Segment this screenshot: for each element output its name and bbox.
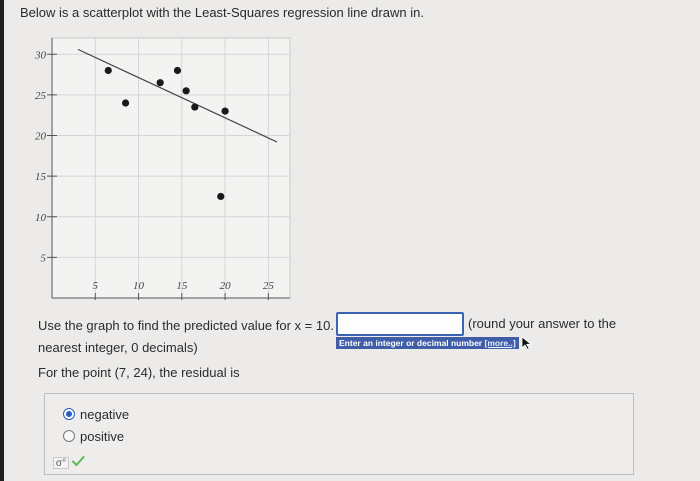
- question2-text: For the point (7, 24), the residual is: [38, 365, 240, 380]
- predicted-value-input[interactable]: [336, 312, 464, 336]
- data-point: [191, 103, 198, 110]
- x-tick-label: 5: [92, 280, 99, 292]
- data-point: [105, 67, 112, 74]
- question1-text: Use the graph to find the predicted value for x = 10.: [38, 318, 334, 333]
- x-tick-label: 10: [133, 280, 145, 292]
- data-point: [217, 193, 224, 200]
- y-tick-label: 10: [35, 211, 46, 224]
- option-positive-label: positive: [80, 428, 125, 444]
- hint-more-link[interactable]: [more..]: [484, 338, 516, 348]
- x-tick-label: 25: [262, 280, 274, 292]
- data-point: [157, 79, 164, 86]
- y-tick-label: 15: [35, 171, 46, 184]
- question1-text-cont: nearest integer, 0 decimals): [38, 340, 198, 355]
- hint-text: Enter an integer or decimal number: [339, 338, 483, 348]
- option-negative-label: negative: [80, 406, 130, 422]
- x-tick-label: 15: [176, 280, 188, 292]
- intro-text: Below is a scatterplot with the Least-Squares regression line drawn in.: [20, 5, 424, 20]
- window-edge: [0, 0, 4, 481]
- y-tick-label: 25: [35, 89, 46, 102]
- round-note: (round your answer to the: [468, 316, 617, 331]
- data-point: [221, 108, 228, 115]
- radio-positive[interactable]: [63, 430, 75, 442]
- symbol-palette-icon[interactable]: σ°: [53, 457, 69, 469]
- radio-negative[interactable]: [63, 408, 75, 420]
- plot-area: [52, 38, 290, 298]
- residual-choice-box: [44, 393, 634, 475]
- y-tick-label: 30: [35, 49, 46, 62]
- input-hint: [336, 337, 519, 349]
- cursor-icon: [521, 336, 533, 350]
- scatterplot-svg: [20, 32, 300, 300]
- option-negative[interactable]: [63, 405, 129, 423]
- scatterplot: [20, 32, 300, 300]
- y-tick-label: 5: [40, 252, 46, 265]
- x-tick-label: 20: [219, 280, 231, 292]
- option-positive[interactable]: [63, 427, 124, 445]
- check-icon: [71, 454, 85, 468]
- data-point: [183, 87, 190, 94]
- data-point: [174, 67, 181, 74]
- data-point: [122, 99, 129, 106]
- y-tick-label: 20: [35, 130, 46, 143]
